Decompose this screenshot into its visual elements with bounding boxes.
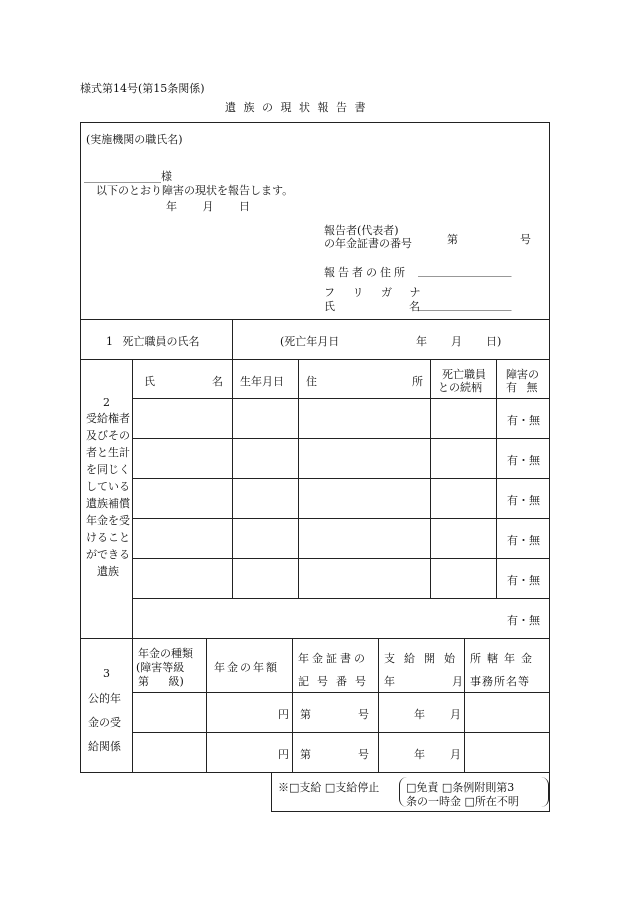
name-shi: 氏	[324, 300, 335, 313]
cert-dai: 第	[447, 233, 458, 246]
divider-row3	[132, 518, 550, 519]
org-label: (実施機関の職氏名)	[86, 133, 183, 146]
s2-col-name	[232, 359, 233, 599]
section3-label-1: 公的年	[88, 692, 121, 705]
footer-line1: ※□支給 □支給停止	[278, 781, 380, 794]
s3-row2-dai: 第	[300, 748, 311, 761]
s3-col-amount	[292, 638, 293, 773]
s3-office-2: 事務所名等	[470, 675, 530, 688]
s3-col-cert	[378, 638, 379, 773]
disability-choice[interactable]: 有・無	[507, 454, 540, 467]
divider-section1	[80, 359, 550, 360]
col-disability-2: 有 無	[506, 381, 538, 394]
form-number: 様式第14号(第15条関係)	[80, 82, 205, 95]
s3-row2-yen: 円	[278, 748, 289, 761]
s3-divider-row1	[132, 732, 550, 733]
death-nen: 年	[416, 335, 427, 348]
section3-label-3: 給関係	[88, 740, 121, 753]
s2-col-label	[132, 359, 133, 639]
cert-go: 号	[520, 233, 531, 246]
reporter-label-2: の年金証書の番号	[324, 237, 412, 250]
s3-row1-yen: 円	[278, 708, 289, 721]
s3-amount: 年金の年額	[214, 661, 279, 674]
divider-row2	[132, 478, 550, 479]
name-mei: 名	[409, 300, 420, 313]
s3-row1-dai: 第	[300, 708, 311, 721]
s2-col-addr	[430, 359, 431, 599]
furigana-label: フ リ ガ ナ	[324, 286, 421, 299]
disability-choice[interactable]: 有・無	[507, 574, 540, 587]
col-birth: 生年月日	[240, 375, 284, 388]
reporter-label-1: 報告者(代表者)	[324, 224, 399, 237]
divider-header	[80, 319, 550, 320]
sama-line: ______________様	[84, 170, 172, 183]
s3-row2-nen: 年	[414, 748, 425, 761]
section2-number: 2	[103, 396, 110, 409]
name-blank[interactable]: _________________	[418, 298, 512, 311]
s3-row2-go: 号	[358, 748, 369, 761]
divider-row1	[132, 438, 550, 439]
divider-section2-header	[132, 398, 550, 399]
intro-text: 以下のとおり障害の現状を報告します。	[96, 184, 294, 197]
s3-row1-nen: 年	[414, 708, 425, 721]
col-name-b: 名	[212, 375, 223, 388]
divider-row5	[132, 598, 550, 599]
disability-choice[interactable]: 有・無	[507, 494, 540, 507]
disability-choice[interactable]: 有・無	[507, 534, 540, 547]
section1-label: 1 死亡職員の氏名	[106, 335, 200, 348]
page-title: 遺 族 の 現 状 報 告 書	[225, 101, 368, 114]
disability-choice[interactable]: 有・無	[507, 614, 540, 627]
death-tsuki: 月	[451, 335, 462, 348]
address-label: 報告者の住所	[324, 266, 408, 279]
s3-type-1: 年金の種類	[138, 647, 193, 660]
s3-row1-go: 号	[358, 708, 369, 721]
divider-row4	[132, 558, 550, 559]
col-addr-b: 所	[412, 375, 423, 388]
col-relation-2: との続柄	[438, 381, 482, 394]
footer-line2: 条の一時金 □所在不明	[406, 795, 519, 808]
s3-row2-tsuki: 月	[450, 748, 461, 761]
disability-choice[interactable]: 有・無	[507, 414, 540, 427]
s3-col-start	[464, 638, 465, 773]
col-disability-1: 障害の	[506, 368, 539, 381]
s2-col-rel	[496, 359, 497, 599]
address-blank[interactable]: _________________	[418, 264, 512, 277]
death-date-open: (死亡年月日	[280, 335, 340, 348]
section2-label: 受給権者及びその者と生計を同じくしている遺族補償年金を受けることができる遺族	[86, 412, 130, 578]
s3-divider-header	[132, 692, 550, 693]
s3-office-1: 所轄年金	[470, 652, 538, 665]
col-relation-1: 死亡職員	[442, 368, 486, 381]
section1-divider	[232, 319, 233, 359]
col-name-a: 氏	[144, 375, 155, 388]
s3-start-1: 支給開始	[384, 652, 464, 665]
s3-type-2: (障害等級	[136, 661, 185, 674]
s3-row1-tsuki: 月	[450, 708, 461, 721]
s3-cert-2: 記号番号	[298, 675, 374, 688]
s3-cert-1: 年金証書の	[298, 652, 368, 665]
footer-line1b: □免責 □条例附則第3	[406, 781, 515, 794]
section3-label-2: 金の受	[88, 716, 121, 729]
s3-col-label	[132, 638, 133, 773]
section3-number: 3	[103, 667, 110, 680]
s2-col-birth	[298, 359, 299, 599]
s3-start-2a: 年	[384, 675, 395, 688]
s3-start-2b: 月	[452, 675, 463, 688]
s3-type-3: 第 級)	[138, 675, 184, 688]
death-hi: 日)	[486, 335, 502, 348]
col-addr-a: 住	[306, 375, 317, 388]
date-line: 年 月 日	[166, 200, 250, 213]
s3-col-type	[206, 638, 207, 773]
